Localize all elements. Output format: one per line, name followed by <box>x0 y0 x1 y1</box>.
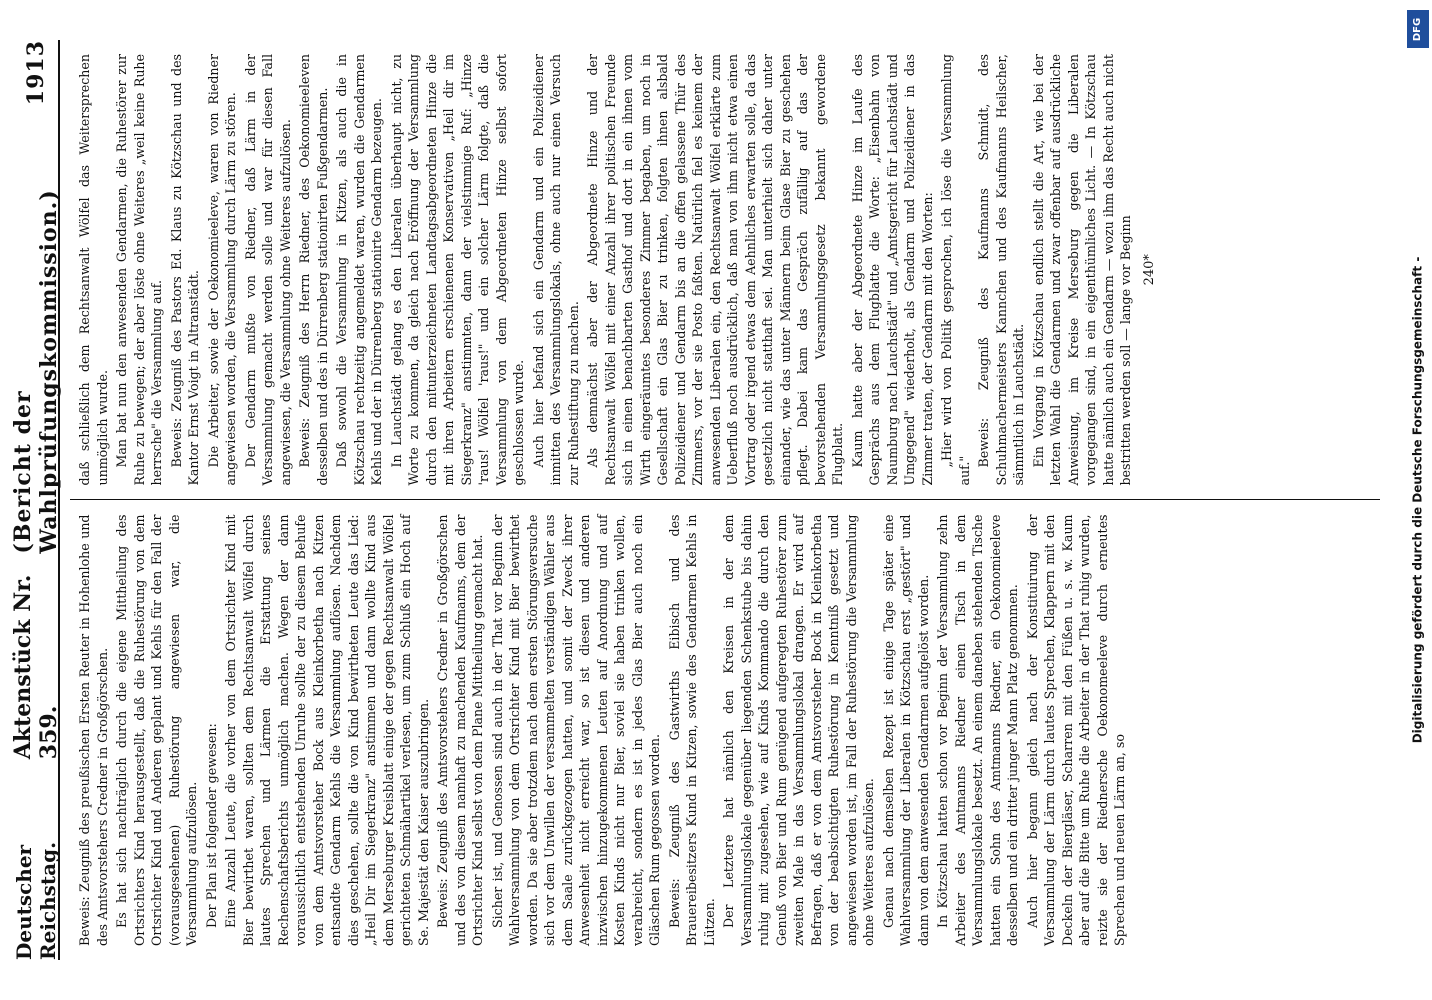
column-right <box>70 40 1380 501</box>
paragraph: Der Letztere hat nämlich den Kreisen in der dem Versammlungslokale gegenüber liegenden Schenkstube bis dahin ruhig mit zugesehen, wie auf Kinds Kommando die durch den Genuß von Bier und Rum genügend aufgeregten Ruhestörer zum zweiten Male in das Versammlungslokal drangen. Er wird auf Befragen, daß er von dem Amtsvorsteher Bock in Kleinkorbetha von der beabsichtigten Ruhestörung in Kenntniß gesetzt und angewiesen worden ist, im Fall der Ruhestörung die Versammlung ohne Weiteres aufzulösen. <box>721 514 876 946</box>
dfg-badge: DFG <box>1407 10 1429 48</box>
paragraph: Genau nach demselben Rezept ist einige Tage später eine Wahlversammlung der Liberalen in Kötzschau erst „gestört" und dann von dem anwesenden Gendarmen aufgelöst worden. <box>880 514 931 946</box>
paragraph: daß schließlich dem Rechtsanwalt Wölfel das Weitersprechen unmöglich wurde. <box>77 54 110 486</box>
paragraph: In Kötzschau hatten schon vor Beginn der Versammlung zehn Arbeiter des Amtmanns Riedner einen Tisch in dem Versammlungslokale besetzt. An einem daneben stehenden Tische hatten ein Sohn des Amtmanns Riedner, ein Oekonomieeleve desselben und ein dritter junger Mann Platz genommen. <box>935 514 1020 946</box>
header-year: 1913 <box>23 40 49 106</box>
header-document-number: Aktenstück Nr. 359. <box>10 574 62 760</box>
paragraph: Beweis: Zeugniß des Kaufmanns Schmidt, des Schuhmachermeisters Kannchen und des Kaufmanns Heilscher, sämmtlich in Lauchstädt. <box>976 54 1026 486</box>
paragraph: Kaum hatte aber der Abgeordnete Hinze im Laufe des Gesprächs aus dem Flugblatte die Worte: „Eisenbahn von Naumburg nach Lauchstädt" und „Amtsgericht für Lauchstädt und Umgegend" wiederholt, als Gendarm und Polizeidiener in das Zimmer traten, der Gendarm mit den Worten: <box>849 54 935 486</box>
paragraph: In Lauchstädt gelang es den Liberalen überhaupt nicht, zu Worte zu kommen, da gleich nach Eröffnung der Versammlung durch den mitunterzeichneten Landtagsabgeordneten Hinze die mit ihren Arbeitern erschienenen Konservativen „Heil dir im Siegerkranz" anstimmten, dann der vielstimmige Ruf: „Hinze 'raus! Wölfel 'raus!" und ein solcher Lärm folgte, daß die Versammlung von dem Abgeordneten Hinze selbst sofort geschlossen wurde. <box>388 54 526 486</box>
paragraph: Auch hier befand sich ein Gendarm und ein Polizeidiener inmitten des Versammlungslokals, ohne auch nur einen Versuch zur Ruhestiftung zu machen. <box>530 54 581 486</box>
paragraph: Beweis: Zeugniß des Herrn Riedner, des Oekonomieeleven desselben und des in Dürrenberg stationirten Fußgendarmen. <box>297 54 330 486</box>
page-number: 240* <box>1141 254 1157 286</box>
header-title: (Bericht der Wahlprüfungskommission.) <box>10 189 62 554</box>
paragraph: Der Gendarm mußte von Riedner, daß Lärm in der Versammlung gemacht werden solle und war für diesen Fall angewiesen, die Versammlung ohne Weiteres aufzulösen. <box>242 54 293 486</box>
paragraph: Die Arbeiter, sowie der Oekonomieeleve, waren von Riedner angewiesen worden, die Versammlung durch Lärm zu stören. <box>205 54 238 486</box>
paragraph: Man bat nun den anwesenden Gendarmen, die Ruhestörer zur Ruhe zu bewegen; der aber löste ohne Weiteres „weil keine Ruhe herrsche" die Versammlung auf. <box>114 54 164 486</box>
paragraph: Als demnächst aber der Abgeordnete Hinze und der Rechtsanwalt Wölfel mit einer Anzahl ihrer politischen Freunde sich in einen benachbarten Gasthof und dort in ein ihnen vom Wirth eingeräumtes besonderes Zimmer begaben, um noch in Gesellschaft ein Glas Bier zu trinken, folgten ihnen alsbald Polizeidiener und Gendarm bis an die offen gelassene Thür des Zimmers, vor der sie Posto faßten. Natürlich fiel es keinem der anwesenden Liberalen ein, den Rechtsanwalt Wölfel erklärte zum Ueberfluß noch ausdrücklich, daß man von ihm nicht etwa einen Vortrag oder irgend etwas dem Aehnliches erwarten solle, da das gesetzlich nicht statthaft sei. Man unterhielt sich daher unter einander, wie das unter Männern beim Glase Bier zu geschehen pflegt. Dabei kam das Gespräch zufällig auf das der bevorstehenden Versammlungsgesetz bekannt gewordene Flugblatt. <box>585 54 845 486</box>
paragraph: Eine Anzahl Leute, die vorher von dem Ortsrichter Kind mit Bier bewirthet waren, sollten dem Rechtsanwalt Wölfel durch lautes Sprechen und Lärmen die Erstattung seines Rechenschaftsberichts unmöglich machen. Wegen der dann voraussichtlich entstehenden Unruhe sollte der zu diesem Behufe von dem Amtsvorsteher Bock aus Kleinkorbetha nach Kitzen entsandte Gendarm Kehls die Versammlung auflösen. Nachdem dies geschehen, sollte die von Kind bewirtheten Leute das Lied: „Heil Dir im Siegerkranz" anstimmen und dann wollte Kind aus dem Merseburger Kreisblatt einige der gegen Rechtsanwalt Wölfel gerichteten Schmähartikel verlesen, um zum Schluß ein Hoch auf Se. Majestät den Kaiser auszubringen. <box>223 514 431 946</box>
paragraph: Daß sowohl die Versammlung in Kitzen, als auch die in Kötzschau rechtzeitig angemeldet waren, wurden die Gendarmen Kehls und der in Dürrenberg stationirte Gendarm bezeugen. <box>334 54 384 486</box>
text-columns <box>70 40 1380 960</box>
header-left: Deutscher Reichstag. <box>12 841 60 960</box>
paragraph: Beweis: Zeugniß des Gastwirths Eibisch und des Brauereibesitzers Kund in Kitzen, sowie des Gendarmen Kehls in Lützen. <box>666 514 717 946</box>
column-left <box>70 501 1380 961</box>
paragraph: Beweis: Zeugniß des Amtsvorstehers Credner in Großgörschen und des von diesem namhaft zu machenden Kaufmanns, dem der Ortsrichter Kind selbst von dem Plane Mittheilung gemacht hat. <box>435 514 485 946</box>
page-header <box>10 40 62 960</box>
paragraph: Sicher ist, und Genossen sind auch in der That vor Beginn der Wahlversammlung von dem Ortsrichter Kind mit Bier bewirthet worden. Da sie aber trotzdem nach dem ersten Störungsversuche sich vor dem Unwillen der versammelten verständigen Wähler aus dem Saale zurückgezogen hatten, und somit der Zweck ihrer Anwesenheit nicht erreicht war, so ist diesen und anderen inzwischen hinzugekommenen Leuten auf Anordnung und auf Kosten Kinds nicht nur Bier, soviel sie haben trinken wollen, verabreicht, sondern es ist in jedes Glas Bier auch noch ein Gläschen Rum gegossen worden. <box>489 514 662 946</box>
paragraph: Beweis: Zeugniß des preußischen Ersten Reuter in Hohenlohe und des Amtsvorstehers Credner in Großgörschen. <box>77 514 110 946</box>
paragraph: Ein Vorgang in Kötzschau endlich stellt die Art, wie bei der letzten Wahl die Gendarmen und zwar offenbar auf ausdrückliche Anweisung, im Kreise Merseburg gegen die Liberalen vorgegangen sind, in ein eigenthümliches Licht. — In Kötzschau hatte nämlich auch ein Gendarm — wozu ihm das Recht auch nicht bestritten werden soll — lange vor Beginn <box>1030 54 1133 486</box>
paragraph: „Hier wird von Politik gesprochen, ich löse die Versammlung auf." <box>939 54 972 486</box>
digitization-credit <box>1404 0 1430 1000</box>
paragraph: Es hat sich nachträglich durch die eigene Mittheilung des Ortsrichters Kind herausgestellt, daß die Ruhestörung von dem Ortsrichter Kind und Anderen geplant und Kehls für den Fall der (vorausgesehenen) Ruhestörung angewiesen war, die Versammlung aufzulösen. <box>114 514 199 946</box>
credit-text: Digitalisierung gefördert durch die Deutsche Forschungsgemeinschaft - <box>1410 256 1425 744</box>
paragraph: Der Plan ist folgender gewesen: <box>203 723 219 928</box>
paragraph: Auch hier begann gleich nach der Konstituirung der Versammlung der Lärm durch lautes Sprechen, Klappern mit den Deckeln der Biergläser, Scharren mit den Füßen u. s. w. Kaum aber auf die Bitte um Ruhe die Arbeiter in der That ruhig wurden, reizte sie der Riednersche Oekonomeeleve durch erneutes Sprechen und neuen Lärm an, so <box>1024 514 1127 946</box>
paragraph: Beweis: Zeugniß des Pastors Ed. Klaus zu Kötzschau und des Kantor Ernst Voigt in Altranstädt. <box>168 54 201 486</box>
